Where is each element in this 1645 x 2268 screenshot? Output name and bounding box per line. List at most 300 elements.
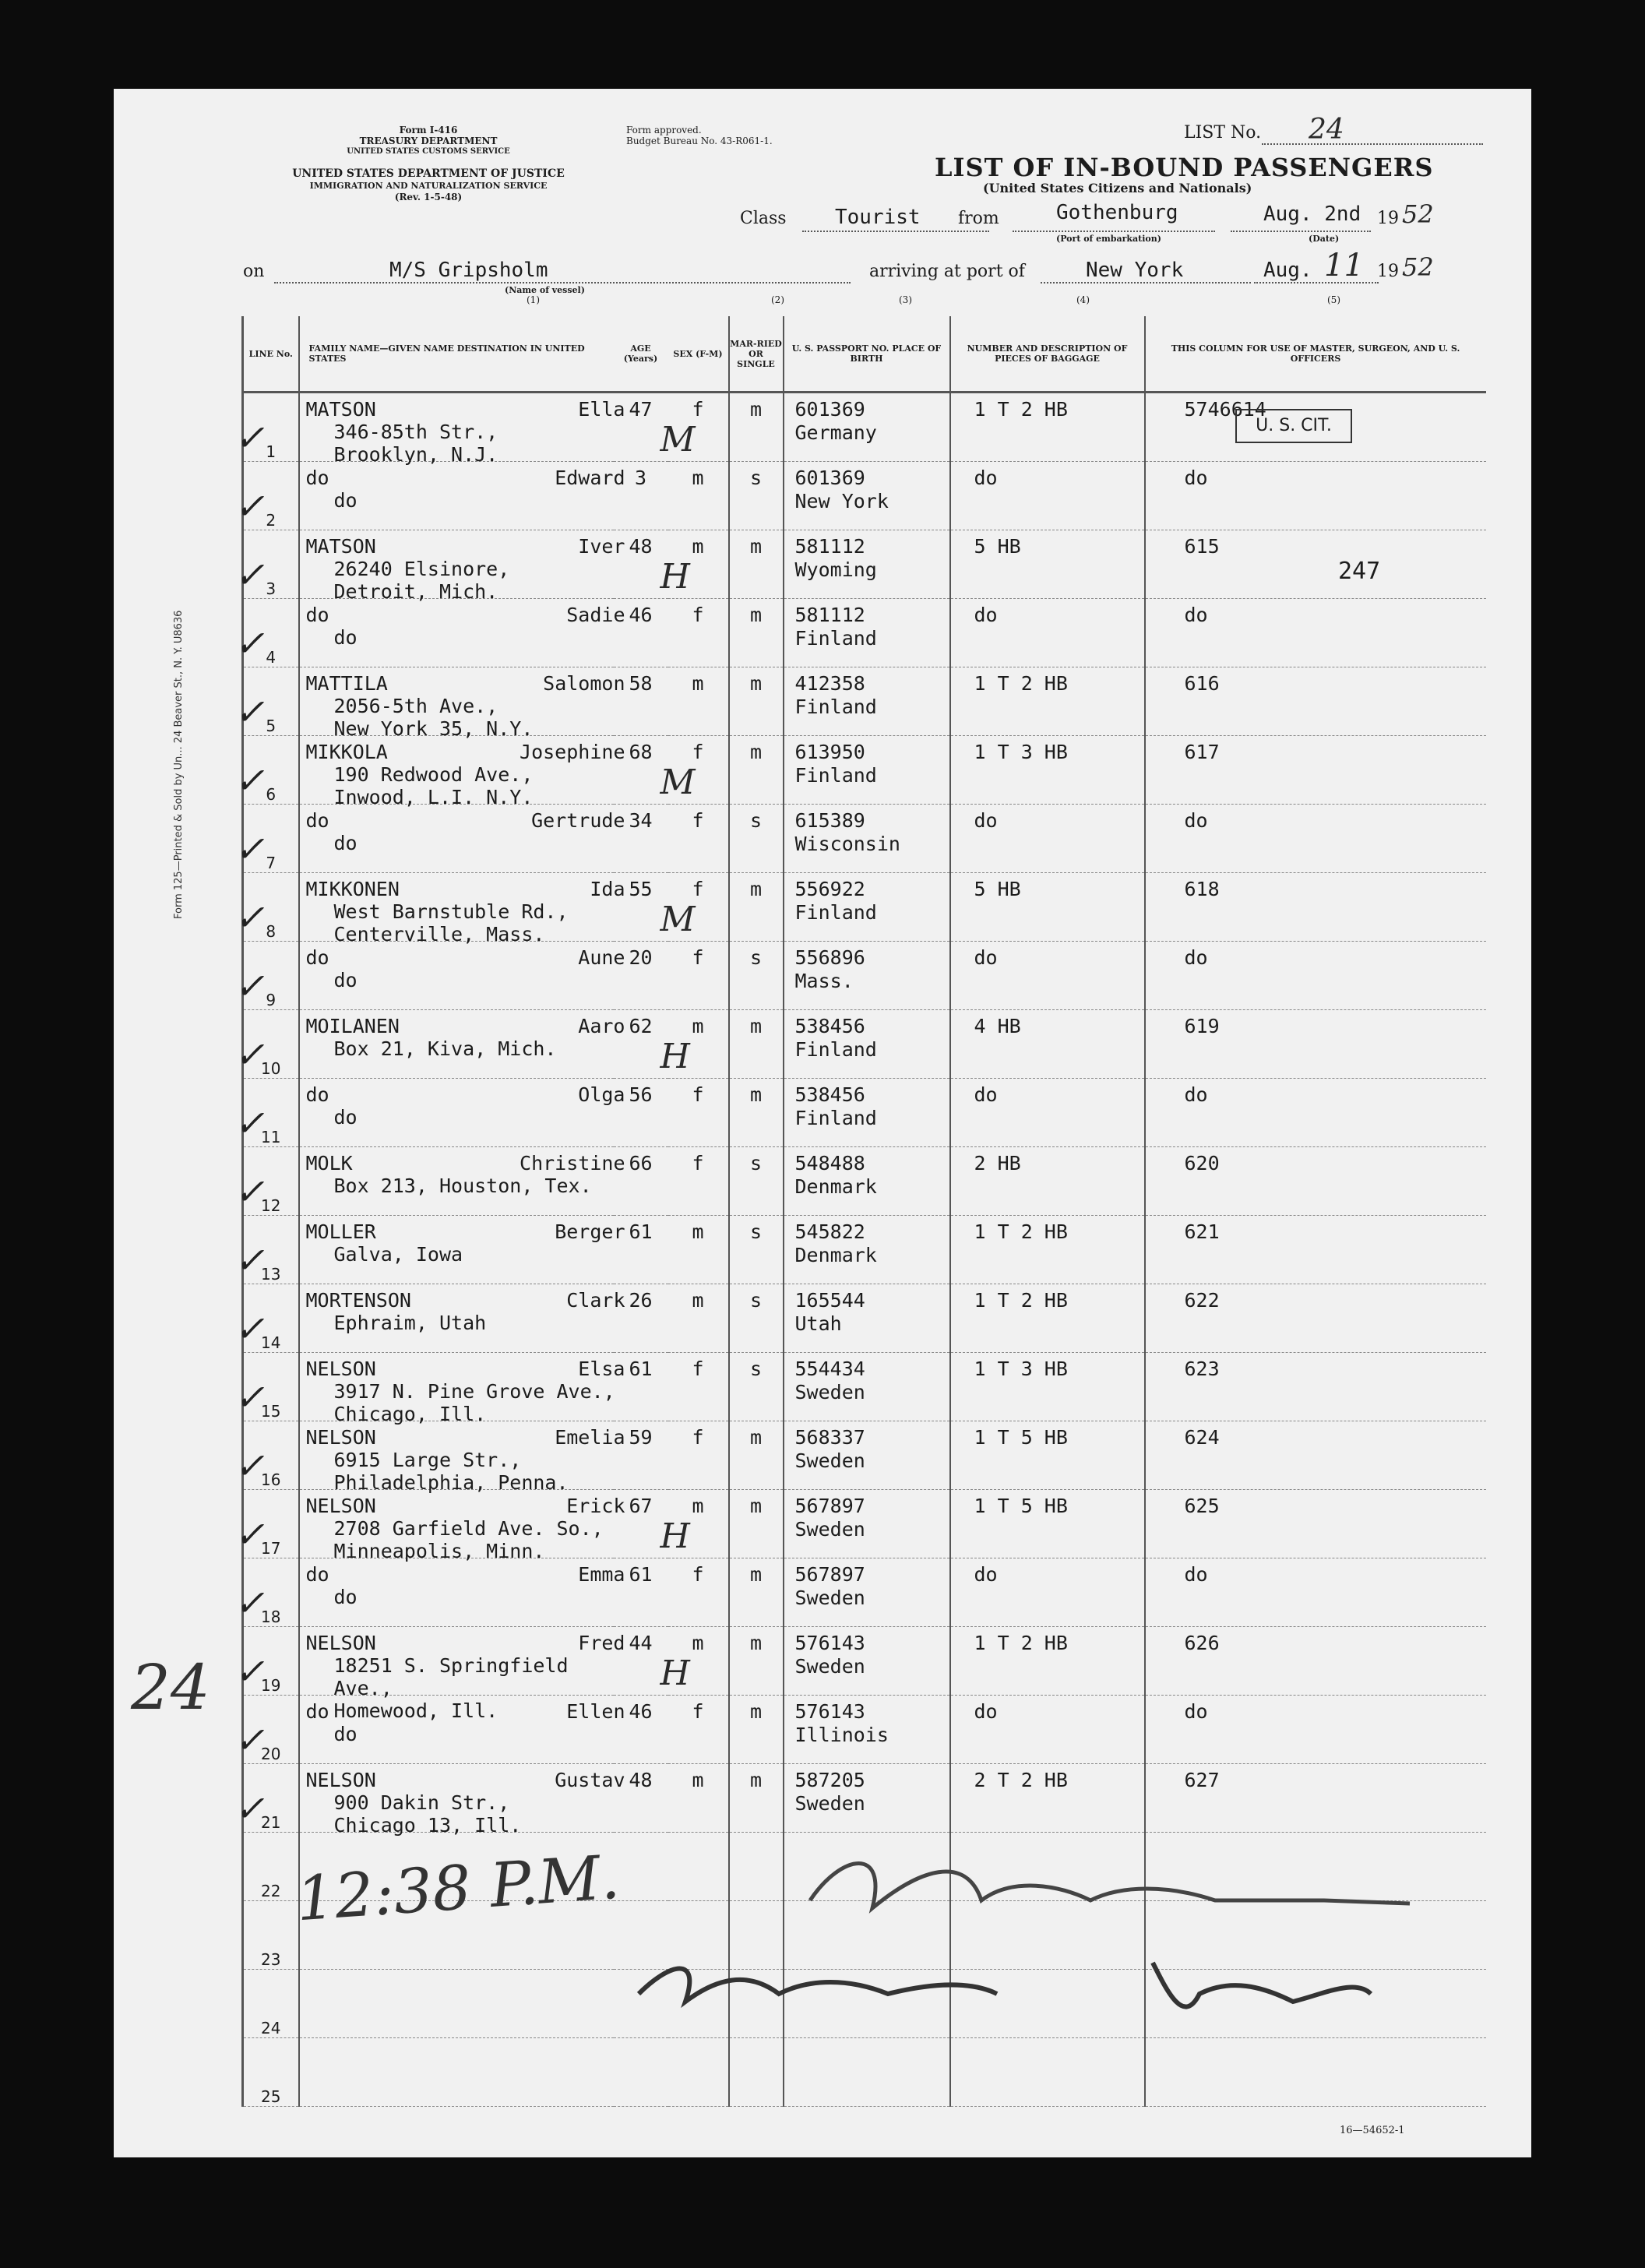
- marital-status: m: [749, 672, 763, 695]
- address-line-2: Centerville, Mass.: [333, 923, 545, 946]
- given-name: Olga: [578, 1083, 625, 1106]
- baggage: 1 T 2 HB: [974, 1220, 1068, 1243]
- arrival-date-line: [1254, 282, 1379, 284]
- sex: m: [692, 1495, 704, 1517]
- officer-cell: [1145, 873, 1486, 942]
- line-number-text: 18: [261, 1608, 281, 1626]
- marital-status: m: [749, 604, 763, 626]
- baggage: 1 T 2 HB: [974, 672, 1068, 695]
- married-cell: [729, 530, 784, 599]
- sex-cell: [668, 1147, 729, 1216]
- age: 55: [629, 878, 653, 900]
- marital-status: m: [749, 1632, 763, 1654]
- place-of-birth: Sweden: [794, 1655, 865, 1678]
- table-row: [243, 1353, 1486, 1421]
- family-name: do: [305, 1083, 329, 1106]
- age-cell: [614, 667, 668, 736]
- line-number: [234, 1353, 299, 1421]
- passport-number: 587205: [794, 1769, 865, 1791]
- given-name: Berger: [555, 1220, 625, 1243]
- form-subtitle: (United States Citizens and Nationals): [983, 181, 1252, 195]
- header-passport: U. S. PASSPORT NO. PLACE OF BIRTH: [784, 316, 950, 393]
- check-mark-icon: ✓: [234, 1376, 265, 1418]
- table-row: [243, 1421, 1486, 1490]
- name-cell: [299, 805, 625, 873]
- given-name: Iver: [578, 535, 625, 558]
- officer-note: do: [1184, 946, 1208, 969]
- married-cell: [729, 1079, 784, 1147]
- header-line-no: LINE No.: [243, 316, 299, 393]
- line-number-text: 11: [261, 1128, 281, 1146]
- marital-status: s: [749, 1152, 763, 1174]
- family-name: do: [305, 946, 329, 969]
- name-cell: [299, 462, 625, 530]
- from-line: [1013, 231, 1215, 232]
- place-of-birth: Finland: [794, 1038, 877, 1061]
- sex-cell: [668, 1970, 729, 2038]
- given-name: Fred: [578, 1632, 625, 1654]
- family-name: NELSON: [305, 1358, 376, 1380]
- baggage-cell: [950, 1490, 1145, 1558]
- marital-status: s: [749, 809, 763, 832]
- baggage-cell: [950, 1764, 1145, 1833]
- address-line-1: Galva, Iowa: [333, 1243, 463, 1266]
- family-name: MORTENSON: [305, 1289, 411, 1312]
- married-cell: [729, 2038, 784, 2107]
- arrival-port-line: [1041, 282, 1251, 284]
- name-cell: [299, 1558, 625, 1627]
- table-row: [243, 1010, 1486, 1079]
- marital-status: m: [749, 1563, 763, 1586]
- married-cell: [729, 1970, 784, 2038]
- age-cell: [614, 873, 696, 942]
- name-cell: [299, 599, 625, 667]
- class-value: Tourist: [835, 206, 921, 229]
- sex-cell: [668, 667, 729, 736]
- passport-cell: [784, 805, 950, 873]
- place-of-birth: Denmark: [794, 1244, 877, 1266]
- passport-number: 568337: [794, 1426, 865, 1449]
- table-row: [243, 942, 1486, 1010]
- table-row: [243, 2038, 1486, 2107]
- address-line-2: Chicago, Ill.: [333, 1403, 487, 1425]
- married-cell: [729, 1147, 784, 1216]
- married-cell: [729, 736, 784, 805]
- place-of-birth: Germany: [794, 421, 877, 444]
- baggage: 2 T 2 HB: [974, 1769, 1068, 1791]
- place-of-birth: New York: [794, 490, 889, 512]
- family-name: MATTILA: [305, 672, 388, 695]
- name-cell: [299, 1490, 625, 1562]
- line-number: [234, 462, 299, 530]
- sex: f: [692, 398, 704, 421]
- baggage: 5 HB: [974, 878, 1021, 900]
- header-name: FAMILY NAME—GIVEN NAME DESTINATION IN UNITED STATES: [299, 316, 614, 393]
- address-line-2: Minneapolis, Minn.: [333, 1540, 545, 1562]
- baggage-cell: [950, 1696, 1145, 1764]
- sex: m: [692, 1632, 704, 1654]
- baggage-cell: [950, 530, 1145, 599]
- line-number: [234, 873, 299, 942]
- baggage: do: [974, 467, 998, 489]
- officer-cell: [1145, 1216, 1486, 1284]
- officer-note: do: [1184, 604, 1208, 626]
- married-cell: [729, 599, 784, 667]
- line-number-text: 22: [261, 1882, 281, 1900]
- name-cell: [299, 667, 625, 740]
- table-row: [243, 1147, 1486, 1216]
- married-cell: [729, 1901, 784, 1970]
- check-mark-icon: ✓: [234, 1445, 265, 1487]
- sex: m: [692, 672, 704, 695]
- marital-status: m: [749, 1495, 763, 1517]
- place-of-birth: Finland: [794, 627, 877, 650]
- check-mark-icon: ✓: [234, 1308, 265, 1350]
- passport-number: 601369: [794, 467, 865, 489]
- officer-cell: [1145, 1833, 1486, 1901]
- line-number-text: 6: [266, 785, 277, 804]
- given-name: Ellen: [566, 1700, 625, 1723]
- address-line-1: 2708 Garfield Ave. So.,: [333, 1517, 604, 1540]
- passport-cell: [784, 393, 950, 462]
- officer-cell: [1145, 667, 1486, 736]
- name-cell: [299, 530, 625, 603]
- table-row: [243, 1490, 1486, 1558]
- sex-cell: [668, 1079, 729, 1147]
- vessel-caption: (Name of vessel): [505, 285, 585, 295]
- address-line-1: Box 21, Kiva, Mich.: [333, 1037, 557, 1060]
- sex-cell: [668, 393, 729, 462]
- age-cell: [614, 1764, 668, 1833]
- form-justice: UNITED STATES DEPARTMENT OF JUSTICE: [292, 167, 565, 180]
- married-cell: [729, 393, 784, 462]
- officer-cell: [1145, 1490, 1486, 1558]
- passport-number: 548488: [794, 1152, 865, 1174]
- age: 44: [629, 1632, 653, 1654]
- passport-cell: [784, 1490, 950, 1558]
- passport-number: 165544: [794, 1289, 865, 1312]
- sex: f: [692, 741, 704, 763]
- given-name: Salomon: [543, 672, 625, 695]
- table-row: [243, 736, 1486, 805]
- passport-cell: [784, 1558, 950, 1627]
- age: 26: [629, 1289, 653, 1312]
- baggage: 1 T 2 HB: [974, 1289, 1068, 1312]
- handwritten-time: 12:38 P.M.: [294, 1842, 622, 1935]
- line-number-text: 1: [266, 442, 277, 461]
- place-of-birth: Wyoming: [794, 558, 877, 581]
- age-cell: [614, 1627, 690, 1696]
- header-age: AGE (Years): [614, 316, 668, 393]
- baggage: 1 T 5 HB: [974, 1426, 1068, 1449]
- sex-cell: [668, 1901, 729, 1970]
- baggage: 2 HB: [974, 1152, 1021, 1174]
- sex-cell: [668, 1696, 729, 1764]
- arrival-year-hw: 52: [1402, 252, 1434, 282]
- officer-note: do: [1184, 467, 1208, 489]
- family-name: do: [305, 604, 329, 626]
- baggage: 1 T 3 HB: [974, 741, 1068, 763]
- baggage-cell: [950, 805, 1145, 873]
- line-number: [234, 805, 299, 873]
- baggage: 1 T 3 HB: [974, 1358, 1068, 1380]
- check-mark-icon: ✓: [234, 1171, 265, 1213]
- form-ins: IMMIGRATION AND NATURALIZATION SERVICE: [309, 181, 548, 191]
- age: 34: [629, 809, 653, 832]
- family-name: do: [305, 1563, 329, 1586]
- age: 47: [629, 398, 653, 421]
- given-name: Josephine: [520, 741, 625, 763]
- sex-cell: [668, 1353, 729, 1421]
- baggage: do: [974, 946, 998, 969]
- arrival-day-hw: 11: [1324, 248, 1364, 284]
- passport-number: 581112: [794, 604, 865, 626]
- family-name: NELSON: [305, 1632, 376, 1654]
- arriving-label: arriving at port of: [869, 262, 1025, 281]
- place-of-birth: Wisconsin: [794, 833, 900, 855]
- age-cell: [614, 1421, 668, 1490]
- line-number: [234, 1421, 299, 1490]
- sex-cell: [668, 462, 729, 530]
- name-cell: [299, 1696, 625, 1764]
- name-cell: [299, 873, 625, 946]
- handwritten-mark: M: [660, 762, 696, 802]
- name-cell: [299, 1764, 625, 1837]
- age-cell: [614, 1147, 668, 1216]
- marital-status: s: [749, 1220, 763, 1243]
- given-name: Gertrude: [531, 809, 625, 832]
- baggage-cell: [950, 1970, 1145, 2038]
- age-cell: [614, 1284, 668, 1353]
- name-cell: [299, 2038, 614, 2107]
- handwritten-mark: H: [660, 557, 690, 597]
- passport-cell: [784, 1421, 950, 1490]
- address-line-2: Brooklyn, N.J.: [333, 443, 498, 466]
- check-mark-icon: ✓: [234, 896, 265, 939]
- age: 48: [629, 535, 653, 558]
- age: 61: [629, 1358, 653, 1380]
- officer-cell: [1145, 1079, 1486, 1147]
- line-number-text: 7: [266, 854, 277, 872]
- from-date: Aug. 2nd: [1263, 202, 1361, 226]
- check-mark-icon: ✓: [234, 1513, 265, 1555]
- marital-status: s: [749, 467, 763, 489]
- marital-status: m: [749, 1769, 763, 1791]
- officer-cell: [1145, 736, 1486, 805]
- handwritten-mark: M: [660, 420, 696, 460]
- officer-cell: [1145, 1901, 1486, 1970]
- col-number-2: (2): [771, 294, 784, 305]
- line-number: [243, 1901, 299, 1970]
- line-number-text: 9: [266, 991, 277, 1009]
- age-cell: [614, 530, 690, 599]
- sex-cell: [668, 805, 729, 873]
- baggage-cell: [950, 462, 1145, 530]
- sex: m: [692, 535, 704, 558]
- name-cell: [299, 1079, 625, 1147]
- married-cell: [729, 1353, 784, 1421]
- baggage-cell: [950, 1901, 1145, 1970]
- family-name: MATSON: [305, 535, 376, 558]
- line-number: [234, 736, 299, 805]
- handwritten-mark: H: [660, 1516, 690, 1556]
- address-line-1: 900 Dakin Str.,: [333, 1791, 510, 1814]
- on-label: on: [243, 262, 265, 281]
- family-name: MATSON: [305, 398, 376, 421]
- passport-number: 615389: [794, 809, 865, 832]
- passport-number: 538456: [794, 1015, 865, 1037]
- line-number-text: 5: [266, 717, 277, 735]
- given-name: Clark: [566, 1289, 625, 1312]
- passport-number: 538456: [794, 1083, 865, 1106]
- address-line-1: do: [333, 626, 358, 649]
- table-row: [243, 805, 1486, 873]
- given-name: Emelia: [555, 1426, 625, 1449]
- age-cell: [614, 393, 696, 462]
- list-label: LIST No.: [1184, 123, 1262, 143]
- officer-cell: [1145, 462, 1486, 530]
- check-mark-icon: ✓: [234, 554, 265, 596]
- table-row: [243, 1627, 1486, 1696]
- baggage: do: [974, 1083, 998, 1106]
- officer-cell: [1145, 942, 1486, 1010]
- table-row: [243, 667, 1486, 736]
- passport-cell: [784, 1147, 950, 1216]
- married-cell: [729, 1833, 784, 1901]
- officer-note: 618: [1184, 878, 1220, 900]
- line-number: [234, 1284, 299, 1353]
- officer-note: 620: [1184, 1152, 1220, 1174]
- line-number: [243, 2038, 299, 2107]
- address-line-1: 6915 Large Str.,: [333, 1449, 522, 1471]
- line-number-text: 24: [261, 2019, 281, 2037]
- line-number: [243, 1833, 299, 1901]
- place-of-birth: Mass.: [794, 970, 854, 992]
- vessel-name: M/S Gripsholm: [389, 259, 548, 282]
- sex-cell: [668, 1421, 729, 1490]
- officer-cell: [1145, 2038, 1486, 2107]
- line-number-text: 19: [261, 1676, 281, 1695]
- married-cell: [729, 1284, 784, 1353]
- table-row: [243, 462, 1486, 530]
- married-cell: [729, 942, 784, 1010]
- sex-cell: [668, 599, 729, 667]
- passport-cell: [784, 1353, 950, 1421]
- address-line-1: 2056-5th Ave.,: [333, 695, 498, 717]
- sex-cell: [668, 1216, 729, 1284]
- age: 62: [629, 1015, 653, 1037]
- family-name: do: [305, 1700, 329, 1723]
- sex: m: [692, 467, 704, 489]
- marital-status: m: [749, 1700, 763, 1723]
- from-date-line: [1231, 231, 1371, 232]
- line-number-text: 23: [261, 1950, 281, 1969]
- check-mark-icon: ✓: [234, 1650, 265, 1692]
- marital-status: m: [749, 535, 763, 558]
- sex: f: [692, 604, 704, 626]
- baggage: 4 HB: [974, 1015, 1021, 1037]
- place-of-birth: Finland: [794, 696, 877, 718]
- baggage-cell: [950, 736, 1145, 805]
- form-budget: Budget Bureau No. 43-R061-1.: [626, 136, 773, 146]
- name-cell: [299, 1421, 625, 1494]
- sex: f: [692, 878, 704, 900]
- line-number: [234, 1558, 299, 1627]
- given-name: Gustav: [555, 1769, 625, 1791]
- place-of-birth: Finland: [794, 1107, 877, 1129]
- passport-number: 556922: [794, 878, 865, 900]
- list-number: 24: [1309, 114, 1344, 146]
- place-of-birth: Illinois: [794, 1724, 889, 1746]
- table-row: [243, 1970, 1486, 2038]
- baggage: do: [974, 809, 998, 832]
- married-cell: [729, 1010, 784, 1079]
- class-label: Class: [740, 209, 787, 228]
- address-line-1: Ephraim, Utah: [333, 1312, 487, 1334]
- col-number-3: (3): [899, 294, 912, 305]
- address-line-1: 26240 Elsinore,: [333, 558, 510, 580]
- officer-cell: [1145, 1696, 1486, 1764]
- married-cell: [729, 1558, 784, 1627]
- place-of-birth: Finland: [794, 764, 877, 787]
- baggage-cell: [950, 1627, 1145, 1696]
- form-title: LIST OF IN-BOUND PASSENGERS: [935, 153, 1434, 182]
- officer-note: 622: [1184, 1289, 1220, 1312]
- sex: f: [692, 809, 704, 832]
- officer-cell: [1145, 1353, 1486, 1421]
- col-number-4: (4): [1076, 294, 1090, 305]
- officer-cell: [1145, 1147, 1486, 1216]
- officer-note: 625: [1184, 1495, 1220, 1517]
- age: 20: [629, 946, 653, 969]
- place-of-birth: Sweden: [794, 1587, 865, 1609]
- family-name: do: [305, 809, 329, 832]
- name-cell: [299, 1970, 614, 2038]
- place-of-birth: Sweden: [794, 1792, 865, 1815]
- sex: f: [692, 1358, 704, 1380]
- address-line-2: Homewood, Ill.: [333, 1699, 498, 1722]
- address-line-1: do: [333, 489, 358, 512]
- age: 61: [629, 1563, 653, 1586]
- officer-note: 617: [1184, 741, 1220, 763]
- given-name: Edward: [555, 467, 625, 489]
- line-number: [234, 599, 299, 667]
- officer-note: do: [1184, 1700, 1208, 1723]
- vessel-line: [274, 282, 851, 284]
- baggage: do: [974, 604, 998, 626]
- age-cell: [614, 1970, 668, 2038]
- header-baggage: NUMBER AND DESCRIPTION OF PIECES OF BAGGAGE: [950, 316, 1145, 393]
- address-line-1: do: [333, 1106, 358, 1129]
- officer-cell: [1145, 1764, 1486, 1833]
- name-cell: [299, 1284, 625, 1353]
- sex-cell: [668, 1558, 729, 1627]
- passport-cell: [784, 667, 950, 736]
- address-line-1: 190 Redwood Ave.,: [333, 763, 534, 786]
- age: 61: [629, 1220, 653, 1243]
- from-year: 19: [1377, 209, 1399, 228]
- family-name: MIKKONEN: [305, 878, 400, 900]
- form-footer-number: 16—54652-1: [1340, 2125, 1405, 2136]
- passport-cell: [784, 599, 950, 667]
- family-name: MOLLER: [305, 1220, 376, 1243]
- sex-cell: [668, 1284, 729, 1353]
- baggage-cell: [950, 1833, 1145, 1901]
- passport-cell: [784, 530, 950, 599]
- sex-cell: [668, 873, 729, 942]
- check-mark-icon: ✓: [234, 759, 265, 801]
- family-name: NELSON: [305, 1495, 376, 1517]
